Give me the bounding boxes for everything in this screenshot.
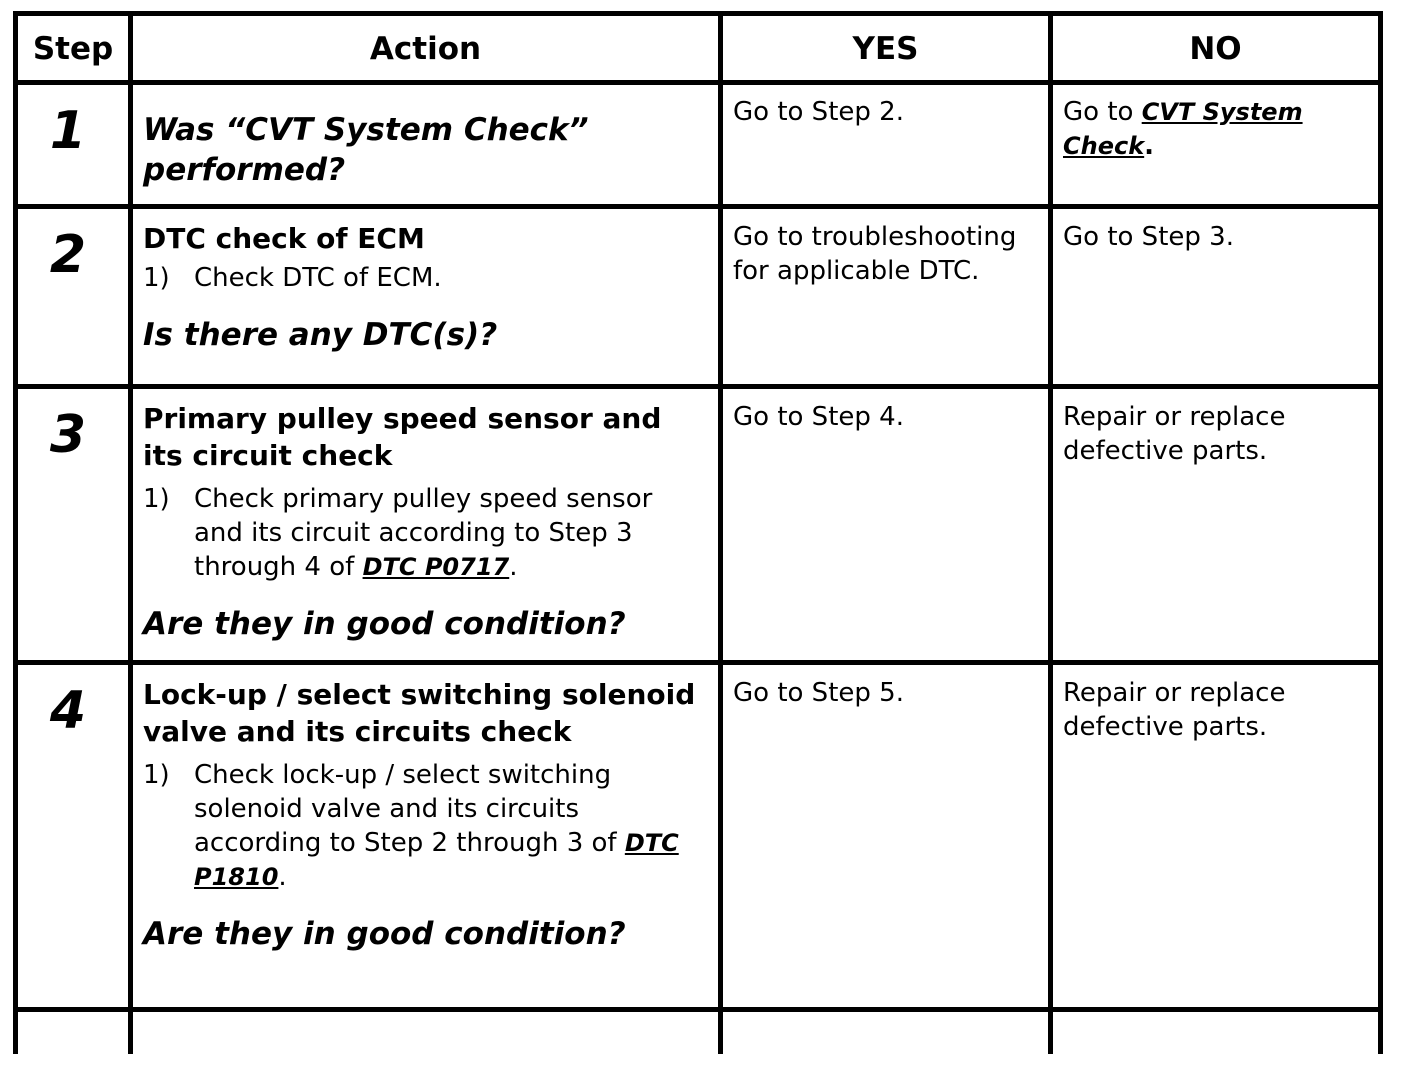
row-divider-1 [13, 204, 1383, 209]
substep-number-2: 1) [143, 263, 170, 293]
substep-text-3: Check primary pulley speed sensor and its circuit according to Step 3 through 4 of [194, 484, 653, 582]
table-border-left [13, 11, 18, 1054]
action-question-4: Are they in good condition? [143, 916, 626, 952]
row-divider-4 [13, 1007, 1383, 1012]
row-divider-2 [13, 384, 1383, 389]
action-question-2: Is there any DTC(s)? [143, 317, 498, 353]
substep-number-3: 1) [143, 484, 170, 514]
action-title-2: DTC check of ECM [143, 222, 425, 255]
action-title-4: Lock-up / select switching solenoid valve and its circuits check [143, 678, 696, 748]
step-number-1: 1 [49, 101, 87, 161]
substep-suffix-4: . [278, 862, 287, 892]
action-cell-2 [143, 220, 703, 355]
yes-text-1: Go to Step 2. [733, 97, 904, 127]
step-number-3: 3 [49, 405, 87, 465]
no-text-2: Go to Step 3. [1063, 222, 1234, 252]
substep-number-4: 1) [143, 760, 170, 790]
action-title-3: Primary pulley speed sensor and its circuit check [143, 402, 662, 472]
step-number-2: 2 [49, 225, 87, 285]
no-prefix-1: Go to [1063, 97, 1142, 127]
no-text-4: Repair or replace defective parts. [1063, 678, 1286, 742]
action-question-3: Are they in good condition? [143, 606, 626, 642]
column-divider-action [718, 11, 723, 1054]
no-text-3: Repair or replace defective parts. [1063, 402, 1286, 466]
action-substep-3 [143, 482, 703, 584]
header-no: NO [1189, 31, 1242, 67]
substep-text-2: Check DTC of ECM. [194, 263, 442, 293]
yes-text-3: Go to Step 4. [733, 402, 904, 432]
action-substep-2 [143, 261, 703, 295]
no-text-1 [1063, 95, 1368, 163]
substep-text-4: Check lock-up / select switching solenoid valve and its circuits according to Step 2 through 3 of [194, 760, 625, 858]
column-divider-yes [1048, 11, 1053, 1054]
header-step: Step [32, 31, 114, 67]
table-border-right [1378, 11, 1383, 1054]
dtc-p1810-link[interactable]: DTC P1810 [194, 829, 679, 891]
cvt-system-check-link[interactable]: CVT System Check [1063, 98, 1303, 160]
dtc-p0717-link[interactable]: DTC P0717 [362, 553, 510, 581]
yes-text-2: Go to troubleshooting for applicable DTC. [733, 222, 1017, 286]
step-number-4: 4 [49, 681, 87, 741]
yes-text-4: Go to Step 5. [733, 678, 904, 708]
action-substep-4 [143, 758, 703, 894]
action-question-1: Was “CVT System Check” performed? [143, 112, 589, 188]
row-divider-3 [13, 660, 1383, 665]
action-cell-4 [143, 676, 703, 954]
header-action: Action [369, 31, 482, 67]
troubleshooting-table [13, 11, 1383, 1054]
substep-suffix-3: . [509, 552, 518, 582]
header-yes: YES [852, 31, 919, 67]
no-suffix-1: . [1144, 131, 1155, 161]
column-divider-step [128, 11, 133, 1054]
action-cell-3 [143, 400, 703, 644]
